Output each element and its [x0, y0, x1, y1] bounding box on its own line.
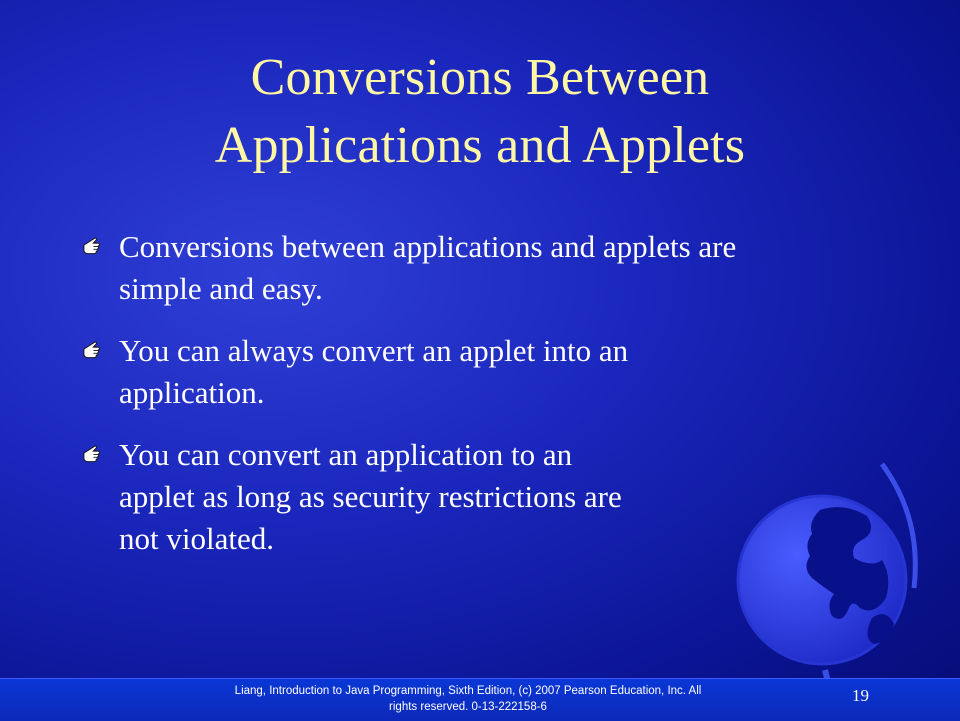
page-number: 19	[852, 686, 869, 705]
bullet-text-line: not violated.	[119, 521, 274, 556]
footer-copyright	[188, 683, 748, 715]
title-line-2: Applications and Applets	[214, 117, 746, 174]
pointing-hand-icon	[82, 235, 101, 257]
bullet-item	[78, 330, 878, 414]
slide-title	[0, 44, 960, 180]
bullet-text-line: simple and easy.	[119, 271, 323, 306]
bullet-text-line: You can convert an application to an	[119, 437, 573, 472]
bullet-text-line: You can always convert an applet into an	[119, 333, 629, 368]
title-line-1: Conversions Between	[250, 49, 710, 106]
pointing-hand-icon	[82, 443, 101, 465]
footer-line: Liang, Introduction to Java Programming, Sixth Edition, (c) 2007 Pearson Education, Inc. All	[234, 685, 702, 697]
bullet-text-line: applet as long as security restrictions are	[119, 479, 622, 514]
footer-line: rights reserved. 0-13-222158-6	[389, 701, 547, 713]
globe-icon	[722, 458, 927, 703]
bullet-text-line: application.	[119, 375, 265, 410]
pointing-hand-icon	[82, 339, 101, 361]
bullet-text-line: Conversions between applications and applets are	[119, 229, 737, 264]
bullet-item	[78, 226, 878, 310]
